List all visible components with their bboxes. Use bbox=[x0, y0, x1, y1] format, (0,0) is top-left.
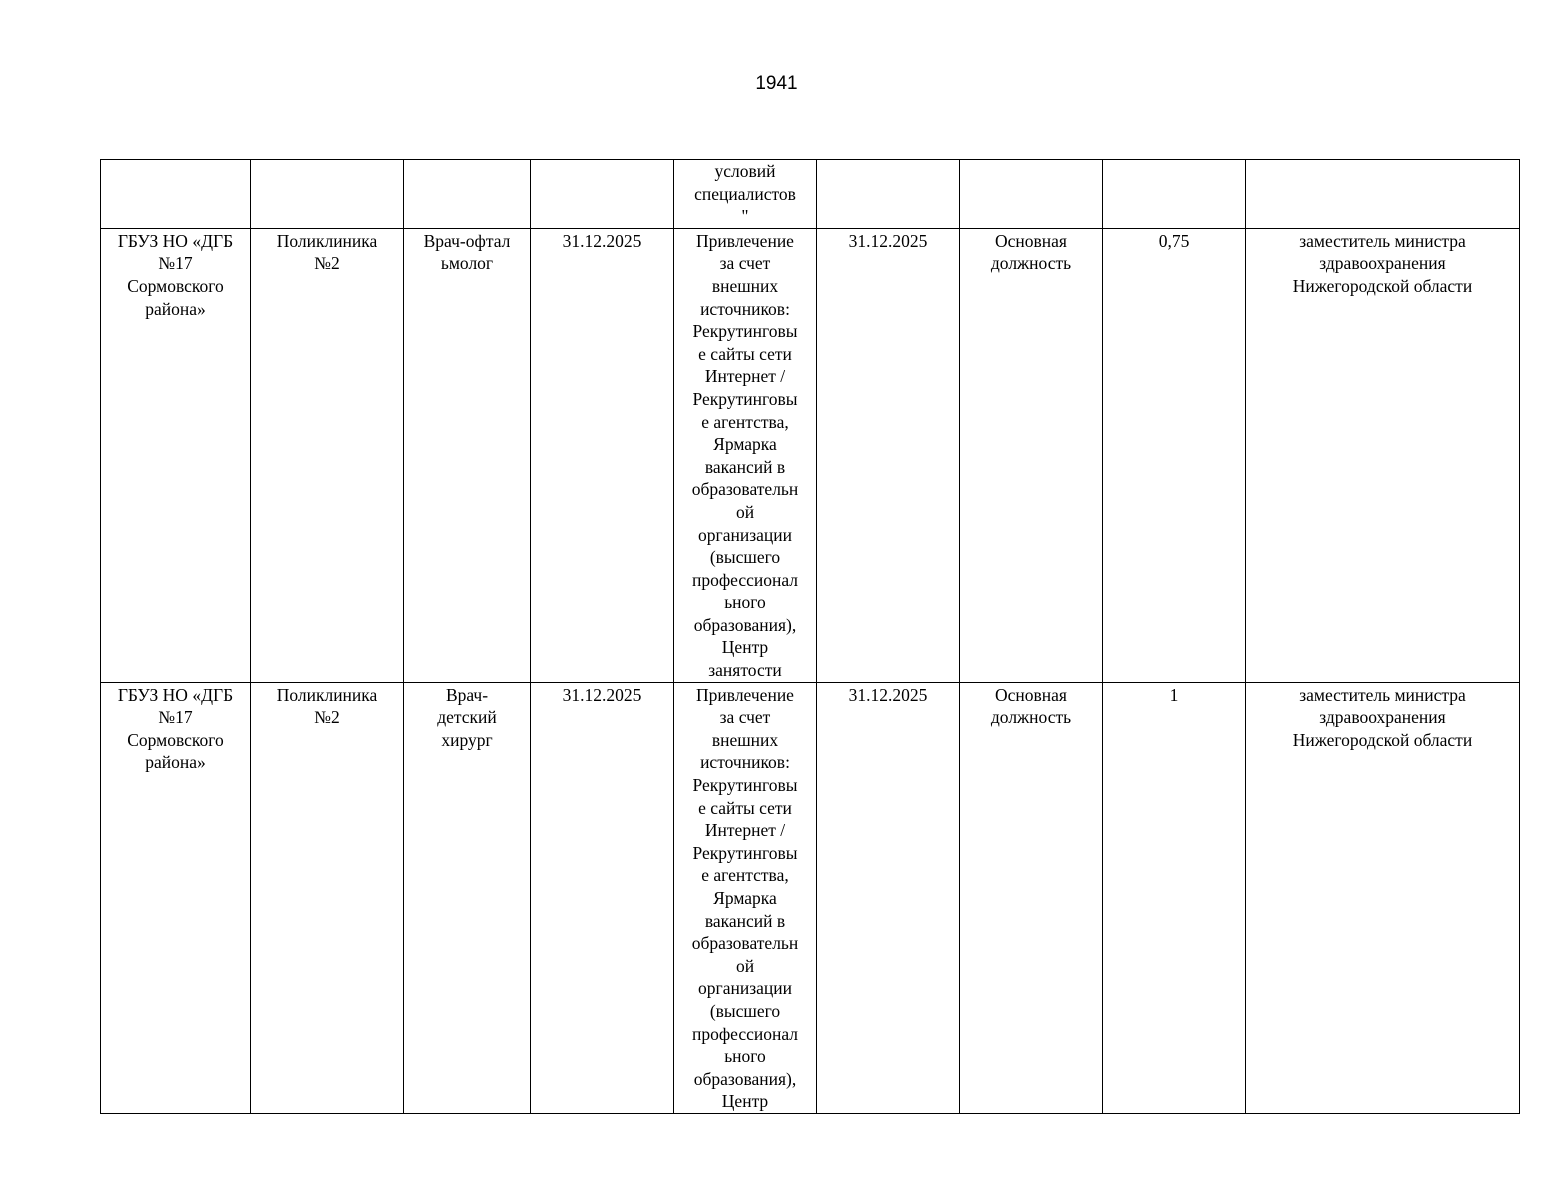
recruitment-method-text: условий специалистов " bbox=[694, 161, 796, 227]
rate-text: 0,75 bbox=[1158, 230, 1190, 251]
rate-text: 1 bbox=[1169, 684, 1179, 705]
cell-employment-type bbox=[960, 682, 1103, 1113]
position-text: Врач-офтал ьмолог bbox=[423, 230, 511, 274]
cell-recruitment-method bbox=[674, 682, 817, 1113]
cell-rate bbox=[1103, 160, 1246, 229]
date-1-text: 31.12.2025 bbox=[562, 684, 642, 705]
cell-employment-type bbox=[960, 160, 1103, 229]
cell-responsible bbox=[1246, 682, 1520, 1113]
cell-department bbox=[251, 228, 404, 682]
responsible-text: заместитель министра здравоохранения Нижегородской области bbox=[1292, 230, 1473, 296]
staffing-table bbox=[100, 159, 1520, 1114]
cell-employment-type bbox=[960, 228, 1103, 682]
date-2-text: 31.12.2025 bbox=[848, 230, 928, 251]
cell-department bbox=[251, 682, 404, 1113]
date-1-text: 31.12.2025 bbox=[562, 230, 642, 251]
cell-organization bbox=[101, 228, 251, 682]
position-text: Врач- детский хирург bbox=[437, 684, 497, 750]
page-number: 1941 bbox=[755, 73, 798, 94]
cell-rate bbox=[1103, 682, 1246, 1113]
date-2-text: 31.12.2025 bbox=[848, 684, 928, 705]
cell-organization bbox=[101, 682, 251, 1113]
cell-organization bbox=[101, 160, 251, 229]
cell-department bbox=[251, 160, 404, 229]
cell-position bbox=[404, 160, 531, 229]
cell-date-1 bbox=[531, 228, 674, 682]
cell-recruitment-method bbox=[674, 228, 817, 682]
cell-position bbox=[404, 682, 531, 1113]
cell-date-2 bbox=[817, 682, 960, 1113]
cell-recruitment-method bbox=[674, 160, 817, 229]
table-row-continuation bbox=[101, 160, 1520, 229]
table-row bbox=[101, 228, 1520, 682]
cell-date-1 bbox=[531, 682, 674, 1113]
recruitment-method-text: Привлечение за счет внешних источников: Рекрутинговы е сайты сети Интернет / Рекрутинговы е агентства, Ярмарка вакансий в образовательн ой организации (высшего профессионал ьного образования), Центр bbox=[691, 684, 799, 1112]
organization-text: ГБУЗ НО «ДГБ №17 Сормовского района» bbox=[117, 230, 234, 319]
cell-date-1 bbox=[531, 160, 674, 229]
recruitment-method-text: Привлечение за счет внешних источников: Рекрутинговы е сайты сети Интернет / Рекрутинговы е агентства, Ярмарка вакансий в образовательн ой организации (высшего профессионал ьного образования), Центр занятости bbox=[691, 230, 799, 681]
cell-date-2 bbox=[817, 160, 960, 229]
organization-text: ГБУЗ НО «ДГБ №17 Сормовского района» bbox=[117, 684, 234, 773]
employment-type-text: Основная должность bbox=[990, 230, 1072, 274]
cell-rate bbox=[1103, 228, 1246, 682]
cell-date-2 bbox=[817, 228, 960, 682]
responsible-text: заместитель министра здравоохранения Нижегородской области bbox=[1292, 684, 1473, 750]
cell-responsible bbox=[1246, 228, 1520, 682]
employment-type-text: Основная должность bbox=[990, 684, 1072, 728]
cell-position bbox=[404, 228, 531, 682]
cell-responsible bbox=[1246, 160, 1520, 229]
department-text: Поликлиника №2 bbox=[276, 684, 378, 728]
table-row bbox=[101, 682, 1520, 1113]
department-text: Поликлиника №2 bbox=[276, 230, 378, 274]
